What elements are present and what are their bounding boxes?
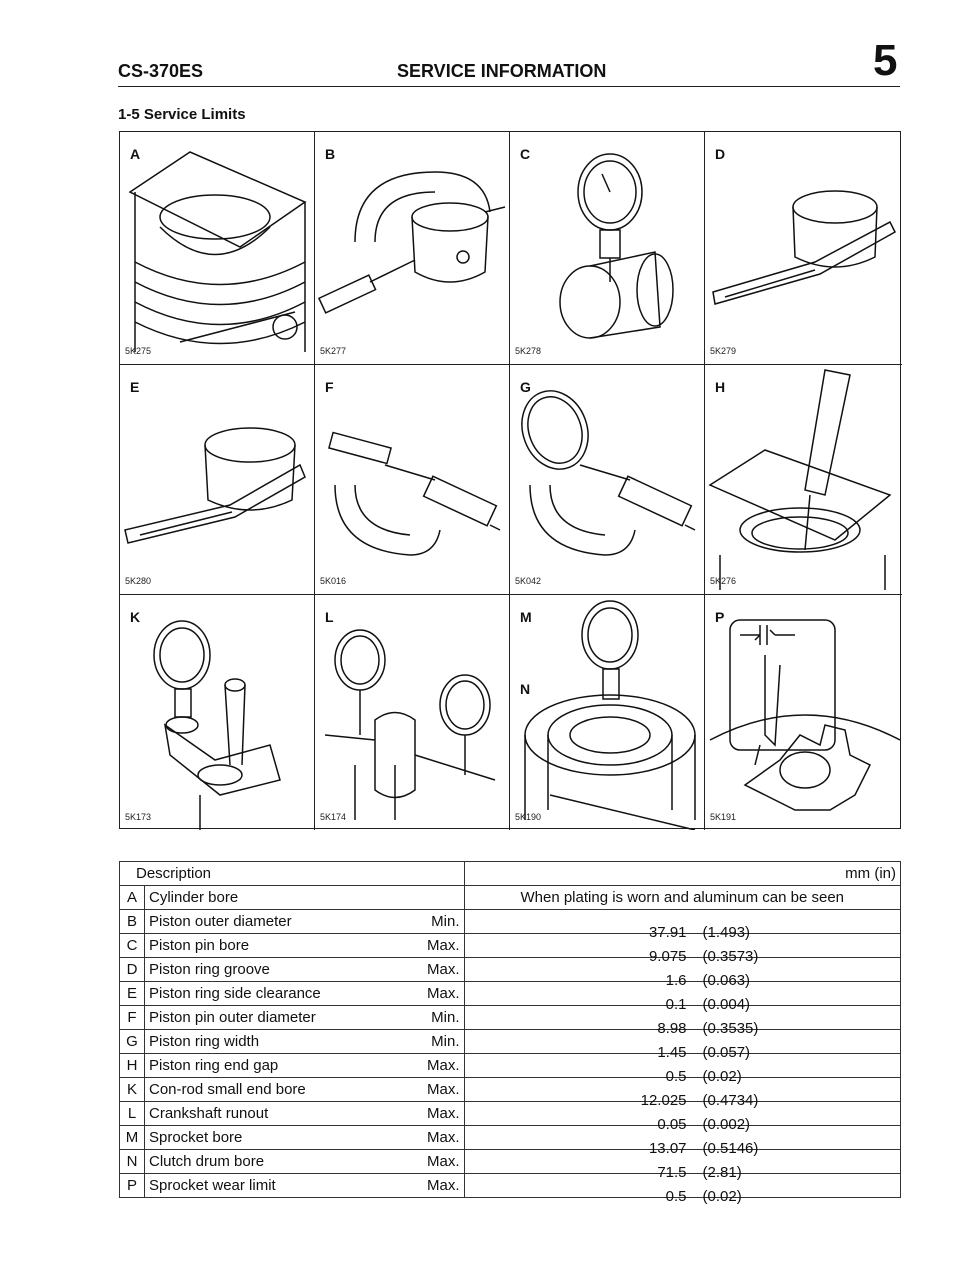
row-value-text: When plating is worn and aluminum can be seen: [464, 886, 900, 910]
figure-cell-k: [120, 595, 315, 830]
conrod-gauge-illustration: [120, 595, 315, 830]
figure-letter: B: [325, 146, 336, 162]
figure-code: 5K277: [320, 346, 347, 356]
figure-letter: M: [520, 609, 532, 625]
figure-code: 5K174: [320, 812, 347, 822]
cylinder-bore-illustration: [120, 132, 315, 365]
row-description: Piston pin bore: [145, 934, 424, 958]
table-row: [120, 1078, 901, 1102]
table-row: [120, 1102, 901, 1126]
row-letter: F: [120, 1006, 145, 1030]
value-in: (0.002): [702, 1115, 751, 1133]
figure-letter: L: [325, 609, 334, 625]
row-value: [464, 958, 900, 989]
value-in: (1.493): [702, 923, 751, 941]
figure-cell-d: [705, 132, 902, 365]
value-in: (0.5146): [702, 1139, 759, 1157]
value-mm: 1.6: [665, 971, 687, 989]
header-description: Description: [120, 862, 465, 886]
row-letter: E: [120, 982, 145, 1006]
row-limit-type: Max.: [423, 934, 464, 958]
model-number: CS-370ES: [118, 61, 204, 81]
row-letter: D: [120, 958, 145, 982]
row-limit-type: Max.: [423, 1126, 464, 1150]
row-letter: G: [120, 1030, 145, 1054]
row-letter: C: [120, 934, 145, 958]
value-in: (0.3573): [702, 947, 759, 965]
figure-code: 5K173: [125, 812, 152, 822]
pin-bore-gauge-illustration: [510, 132, 705, 365]
row-letter: H: [120, 1054, 145, 1078]
figure-code: 5K190: [515, 812, 542, 822]
row-limit-type: Max.: [423, 1102, 464, 1126]
row-value: [464, 1126, 900, 1157]
row-description: Crankshaft runout: [145, 1102, 424, 1126]
figure-cell-a: [120, 132, 315, 365]
ring-groove-feeler-illustration: [705, 132, 900, 365]
figure-letter: A: [130, 146, 141, 162]
figure-code: 5K275: [125, 346, 152, 356]
figure-letter-secondary: N: [520, 681, 531, 697]
figure-cell-c: [510, 132, 705, 365]
row-description: Sprocket wear limit: [145, 1174, 424, 1198]
row-description: Piston ring groove: [145, 958, 424, 982]
header-units: mm (in): [464, 862, 900, 886]
figure-cell-g: [510, 365, 705, 595]
row-limit-type: Min.: [423, 1006, 464, 1030]
row-limit-type: Min.: [423, 910, 464, 934]
figure-cell-f: [315, 365, 510, 595]
value-mm: 37.91: [648, 923, 687, 941]
figure-letter: C: [520, 146, 531, 162]
page-number: 5: [873, 36, 898, 85]
row-limit-type: Min.: [423, 1030, 464, 1054]
section-heading: 1-5 Service Limits: [118, 106, 246, 123]
row-value: [464, 1150, 900, 1181]
table-row: [120, 910, 901, 934]
row-letter: K: [120, 1078, 145, 1102]
row-description: Piston outer diameter: [145, 910, 424, 934]
table-row: [120, 886, 901, 910]
piston-micrometer-illustration: [315, 132, 510, 365]
ring-end-gap-illustration: [705, 365, 900, 595]
row-description: Piston pin outer diameter: [145, 1006, 424, 1030]
row-limit-type: Max.: [423, 958, 464, 982]
figure-code: 5K280: [125, 576, 152, 586]
value-mm: 0.1: [665, 995, 687, 1013]
ring-side-clearance-illustration: [120, 365, 315, 595]
value-mm: 0.5: [665, 1187, 687, 1205]
sprocket-clutch-drum-gauge-illustration: [510, 595, 705, 830]
row-value: [464, 1030, 900, 1061]
figure-letter: K: [130, 609, 141, 625]
figure-letter: G: [520, 379, 531, 395]
row-description: Con-rod small end bore: [145, 1078, 424, 1102]
row-value: [464, 1102, 900, 1133]
row-description: Cylinder bore: [145, 886, 424, 910]
row-description: Piston ring side clearance: [145, 982, 424, 1006]
value-mm: 71.5: [657, 1163, 687, 1181]
value-mm: 13.07: [648, 1139, 687, 1157]
row-limit-type: Max.: [423, 982, 464, 1006]
value-mm: 0.05: [657, 1115, 687, 1133]
service-limits-table: [119, 861, 901, 1205]
figure-code: 5K191: [710, 812, 737, 822]
figure-code: 5K276: [710, 576, 737, 586]
row-value: [464, 934, 900, 965]
value-mm: 12.025: [640, 1091, 687, 1109]
row-description: Piston ring end gap: [145, 1054, 424, 1078]
row-letter: M: [120, 1126, 145, 1150]
value-in: (0.4734): [702, 1091, 759, 1109]
table-row: [120, 1054, 901, 1078]
figure-cell-p: [705, 595, 902, 830]
figure-letter: H: [715, 379, 726, 395]
row-value: [464, 982, 900, 1013]
table-row: [120, 958, 901, 982]
value-in: (0.3535): [702, 1019, 759, 1037]
figure-code: 5K278: [515, 346, 542, 356]
row-limit-type: Max.: [423, 1054, 464, 1078]
value-mm: 9.075: [648, 947, 687, 965]
row-description: Clutch drum bore: [145, 1150, 424, 1174]
row-letter: B: [120, 910, 145, 934]
header-rule: [118, 86, 900, 87]
table-row: [120, 1126, 901, 1150]
figure-code: 5K042: [515, 576, 542, 586]
table-row: [120, 1174, 901, 1198]
row-limit-type: Max.: [423, 1174, 464, 1198]
figure-letter: P: [715, 609, 725, 625]
value-mm: 1.45: [657, 1043, 687, 1061]
figure-cell-e: [120, 365, 315, 595]
value-mm: 0.5: [665, 1067, 687, 1085]
table-row: [120, 1030, 901, 1054]
figure-letter: F: [325, 379, 334, 395]
crankshaft-runout-illustration: [315, 595, 510, 830]
table-row: [120, 1006, 901, 1030]
row-limit-type: Max.: [423, 1078, 464, 1102]
value-mm: 8.98: [657, 1019, 687, 1037]
row-letter: A: [120, 886, 145, 910]
value-in: (0.057): [702, 1043, 751, 1061]
row-limit-type: Max.: [423, 1150, 464, 1174]
table-row: [120, 1150, 901, 1174]
page-title: SERVICE INFORMATION: [397, 61, 607, 81]
row-value: [464, 1054, 900, 1085]
row-value: [464, 910, 900, 941]
row-description: Sprocket bore: [145, 1126, 424, 1150]
row-limit-type: [423, 886, 464, 910]
table-header-row: [120, 862, 901, 886]
pin-micrometer-illustration: [315, 365, 510, 595]
figure-code: 5K016: [320, 576, 347, 586]
row-value: [464, 1174, 900, 1205]
row-description: Piston ring width: [145, 1030, 424, 1054]
figure-grid: [119, 131, 901, 829]
value-in: (2.81): [702, 1163, 742, 1181]
value-in: (0.02): [702, 1187, 742, 1205]
figure-cell-h: [705, 365, 902, 595]
row-letter: N: [120, 1150, 145, 1174]
figure-cell-l: [315, 595, 510, 830]
ring-width-micrometer-illustration: [510, 365, 705, 595]
table-row: [120, 934, 901, 958]
value-in: (0.02): [702, 1067, 742, 1085]
figure-letter: E: [130, 379, 140, 395]
figure-cell-m: [510, 595, 705, 830]
row-letter: P: [120, 1174, 145, 1198]
row-letter: L: [120, 1102, 145, 1126]
figure-cell-b: [315, 132, 510, 365]
sprocket-wear-illustration: [705, 595, 900, 830]
value-in: (0.004): [702, 995, 751, 1013]
table-row: [120, 982, 901, 1006]
value-in: (0.063): [702, 971, 751, 989]
figure-code: 5K279: [710, 346, 737, 356]
row-value: [464, 1078, 900, 1109]
figure-letter: D: [715, 146, 726, 162]
row-value: [464, 1006, 900, 1037]
